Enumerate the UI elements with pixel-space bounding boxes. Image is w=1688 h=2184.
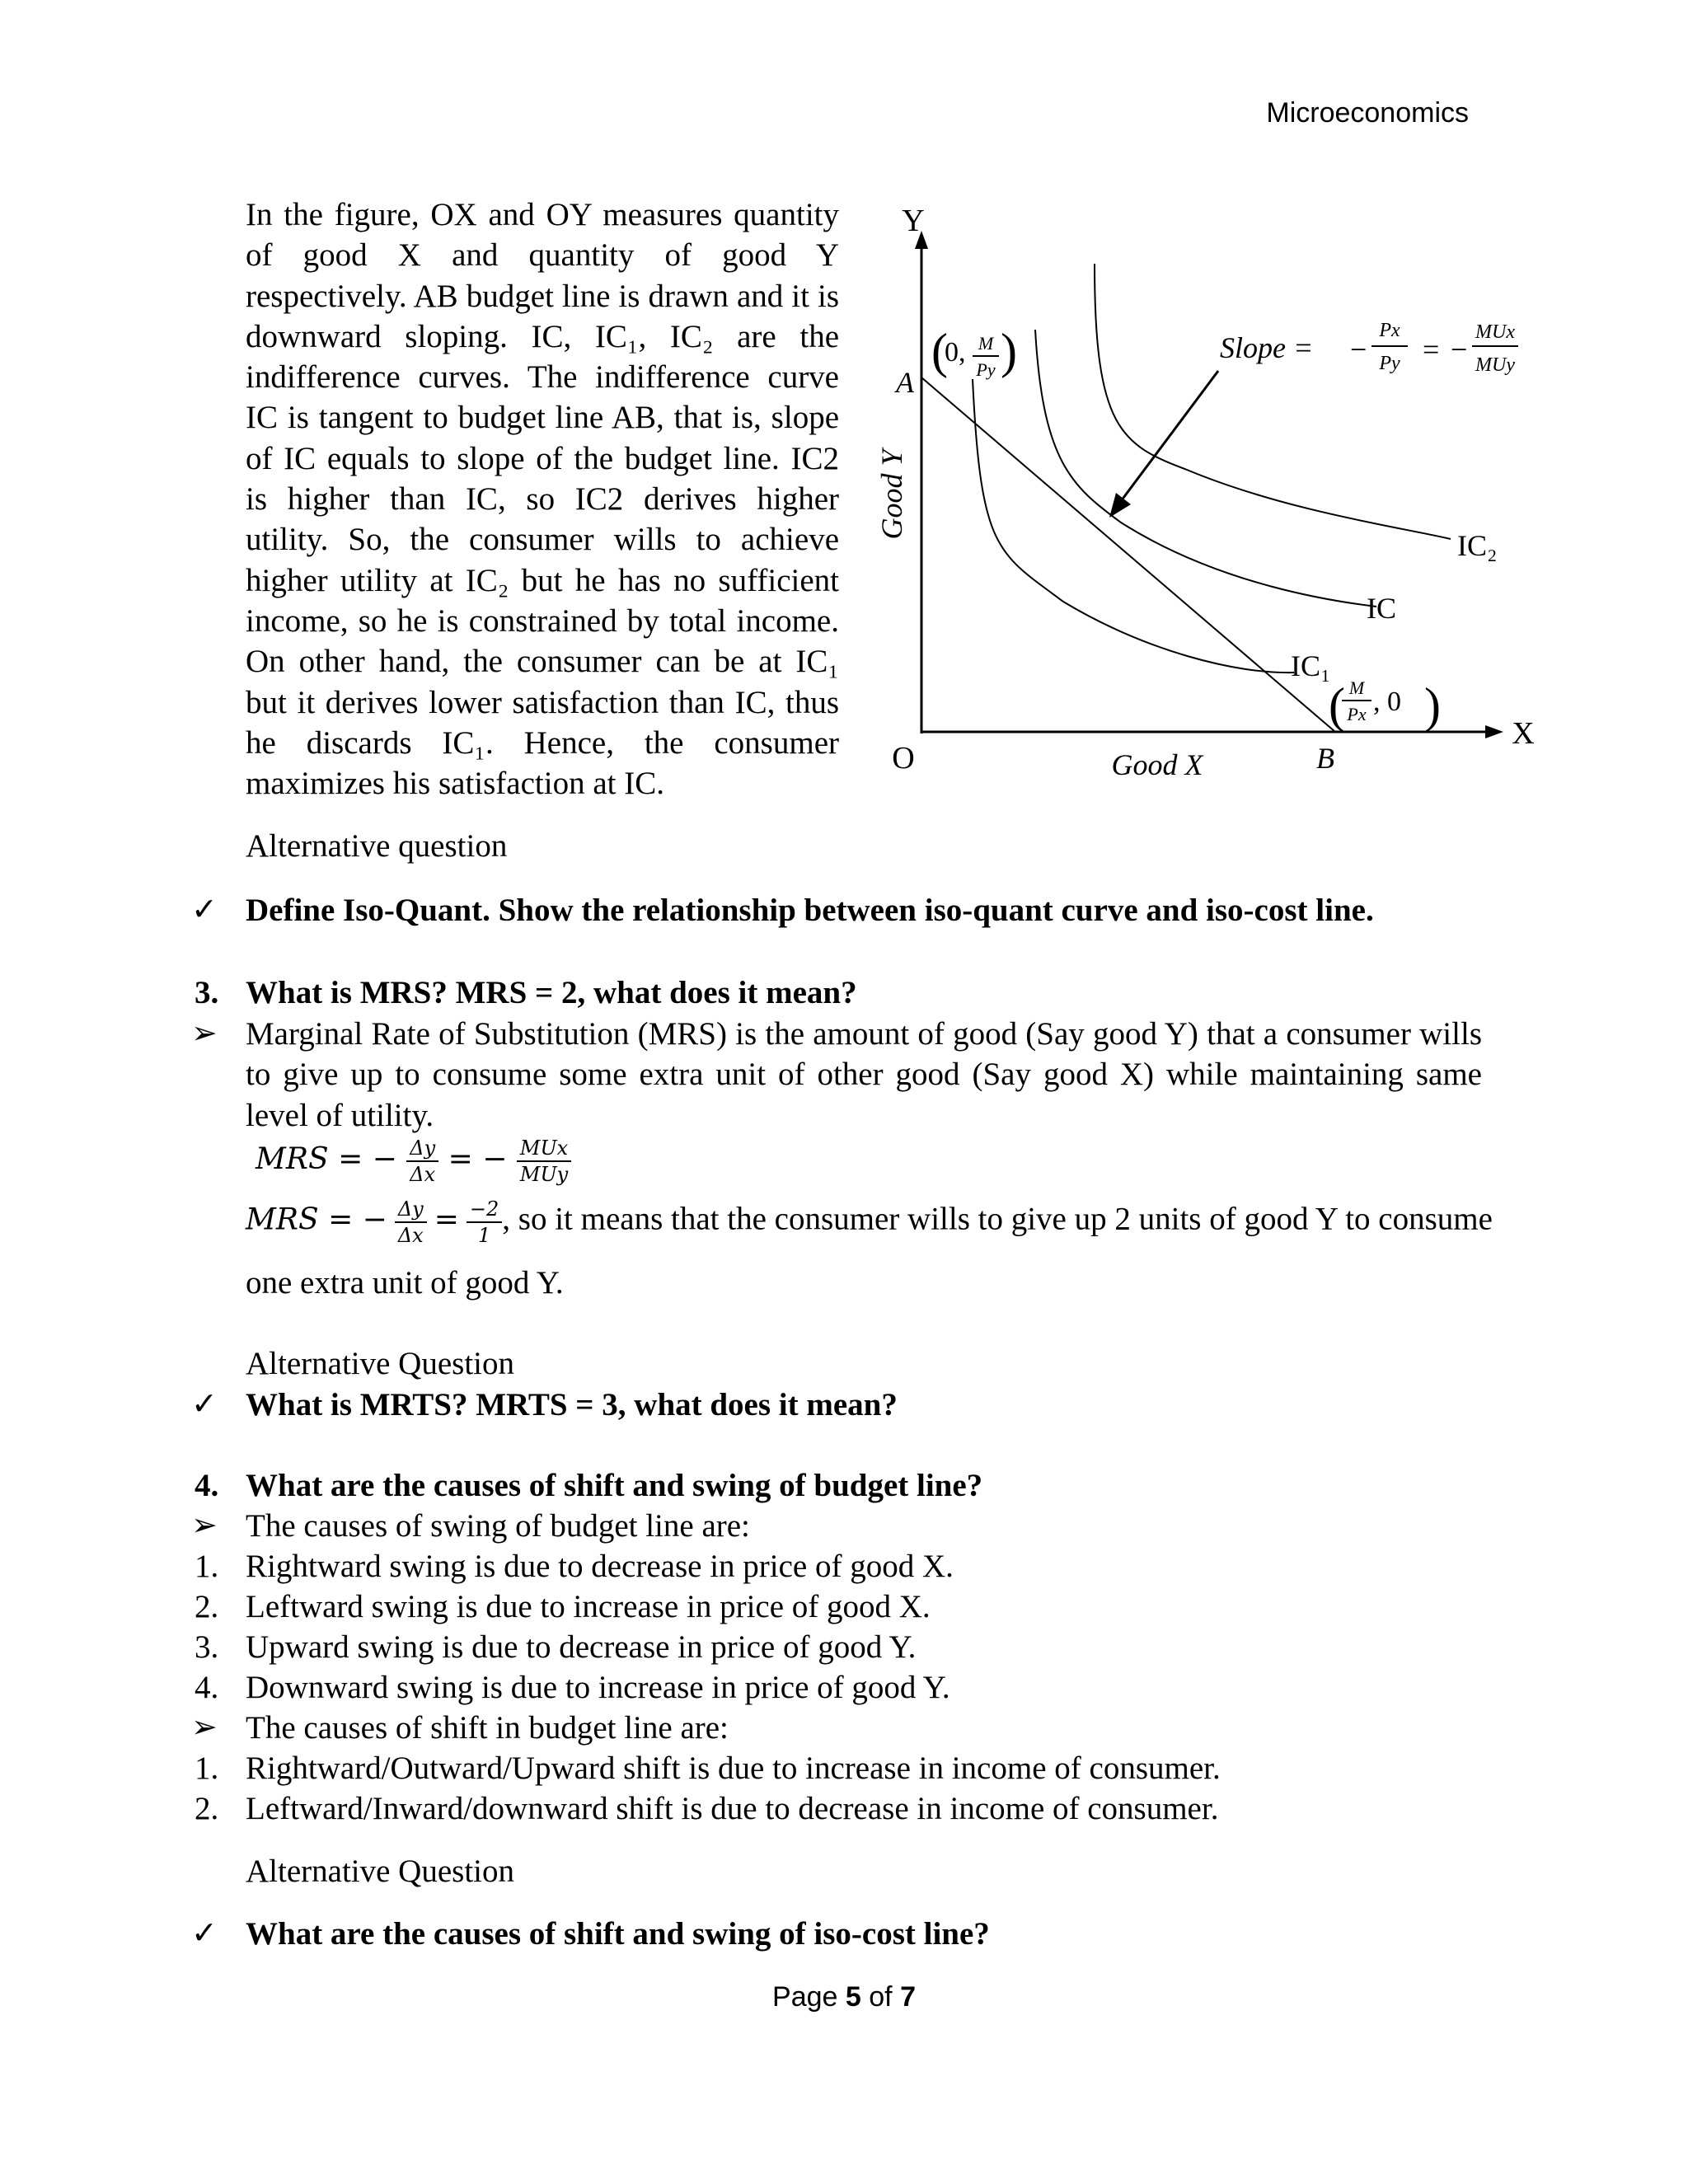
- svg-text:M: M: [978, 333, 994, 354]
- swing-item: Rightward swing is due to decrease in price of good X.: [246, 1549, 954, 1584]
- svg-text:, 0: , 0: [1373, 687, 1401, 717]
- shift-item: Rightward/Outward/Upward shift is due to increase in income of consumer.: [246, 1750, 1221, 1786]
- svg-text:=: =: [1423, 333, 1440, 366]
- shift-item-number: 1.: [195, 1750, 219, 1786]
- swing-item-number: 4.: [195, 1670, 219, 1705]
- arrow-bullet-icon: ➢: [191, 1508, 218, 1543]
- svg-text:−: −: [1451, 333, 1468, 366]
- mrs-formula-2: MRS = − $\frac{\Delta y}{\Delta x}$ = $\frac{-2}{1}$ , so it means that the consumer wills to give up 2 units of good Y to consume: [246, 1197, 1493, 1247]
- question-3-number: 3.: [195, 975, 219, 1010]
- question-4-number: 4.: [195, 1468, 219, 1503]
- svg-text:(: (: [931, 324, 948, 378]
- ic-label: IC: [1367, 592, 1396, 625]
- svg-text:Px: Px: [1379, 320, 1400, 341]
- swing-item-number: 3.: [195, 1629, 219, 1665]
- question-3-heading: What is MRS? MRS = 2, what does it mean?: [246, 975, 857, 1010]
- swing-item-number: 1.: [195, 1549, 219, 1584]
- svg-text:Px: Px: [1347, 704, 1367, 724]
- page-footer: Page 5 of 7: [772, 1981, 916, 2013]
- svg-text:Py: Py: [1379, 353, 1400, 374]
- svg-text:0,: 0,: [945, 337, 966, 368]
- arrow-bullet-icon: ➢: [191, 1016, 218, 1051]
- shift-item: Leftward/Inward/downward shift is due to decrease in income of consumer.: [246, 1791, 1219, 1826]
- tangency-arrow-line: [1121, 371, 1218, 501]
- check-icon: ✓: [191, 1387, 218, 1422]
- ic2-label: IC₂: [1457, 529, 1498, 562]
- alternative-label-3: Alternative Question: [246, 1854, 514, 1889]
- svg-text:(: (: [1329, 678, 1345, 733]
- alternative-question-3: What are the causes of shift and swing of iso-cost line?: [246, 1916, 990, 1952]
- slope-annotation: [1220, 320, 1518, 376]
- y-intercept-label: [931, 324, 1017, 380]
- alternative-label-2: Alternative Question: [246, 1346, 514, 1381]
- question-3-answer-end: one extra unit of good Y.: [246, 1265, 564, 1301]
- svg-text:Slope =: Slope =: [1220, 331, 1314, 364]
- svg-text:): ): [1424, 678, 1441, 733]
- alternative-question-1: Define Iso-Quant. Show the relationship between iso-quant curve and iso-cost line.: [246, 893, 1374, 928]
- check-icon: ✓: [191, 1916, 218, 1951]
- svg-text:MUy: MUy: [1475, 354, 1515, 376]
- point-a-label: A: [896, 366, 914, 399]
- y-axis-label: Y: [902, 206, 925, 238]
- budget-line-ab: [921, 377, 1335, 732]
- shift-intro: The causes of shift in budget line are:: [246, 1710, 729, 1746]
- running-header: Microeconomics: [1266, 97, 1469, 129]
- question-4-heading: What are the causes of shift and swing of budget line?: [246, 1468, 983, 1503]
- svg-text:Py: Py: [976, 359, 996, 380]
- svg-text:MUx: MUx: [1475, 321, 1515, 343]
- ic2-curve: [1095, 264, 1451, 539]
- x-axis-arrowhead: [1485, 725, 1503, 738]
- question-3-answer: Marginal Rate of Substitution (MRS) is the amount of good (Say good Y) that a consumer wills to give up to consume some extra unit of other good (Say good X) while maintaining same level of utility.: [246, 1016, 1482, 1133]
- swing-item: Downward swing is due to increase in price of good Y.: [246, 1670, 950, 1705]
- ic1-label: IC₁: [1291, 649, 1331, 682]
- tangency-arrowhead: [1109, 493, 1131, 518]
- swing-item: Leftward swing is due to increase in price of good X.: [246, 1589, 931, 1624]
- arrow-bullet-icon: ➢: [191, 1710, 218, 1745]
- shift-item-number: 2.: [195, 1791, 219, 1826]
- swing-item-number: 2.: [195, 1589, 219, 1624]
- good-x-label: Good X: [1111, 748, 1203, 781]
- origin-label: O: [892, 741, 915, 776]
- mrs-formula-1: MRS = − $\frac{\Delta y}{\Delta x}$ = − $\frac{\text{MUx}}{\text{MUy}}$: [256, 1136, 571, 1187]
- current-page: 5: [845, 1981, 861, 2013]
- ic1-curve: [973, 379, 1294, 673]
- ic-curve: [1035, 330, 1376, 607]
- svg-text:−: −: [1350, 333, 1367, 366]
- alternative-question-2: What is MRTS? MRTS = 3, what does it mean?: [246, 1387, 898, 1422]
- point-b-label: B: [1316, 742, 1334, 775]
- x-axis-label: X: [1512, 716, 1535, 751]
- good-y-label: Good Y: [875, 449, 908, 540]
- alternative-label-1: Alternative question: [246, 828, 508, 864]
- swing-intro: The causes of swing of budget line are:: [246, 1508, 750, 1544]
- explanation-paragraph: In the figure, OX and OY measures quantity of good X and quantity of good Y respectively. AB budget line is drawn and it is downward sloping. IC, IC₁, IC₂ are the indifference curves. The indifference curve IC is tangent to budget line AB, that is, slope of IC equals to slope of the budget line. IC2 is higher than IC, so IC2 derives higher utility. So, the consumer wills to achieve higher utility at IC₂ but he has no sufficient income, so he is constrained by total income. On other hand, the consumer can be at IC₁ but it derives lower satisfaction than IC, thus he discards IC₁. Hence, the consumer maximizes his satisfaction at IC.: [246, 197, 839, 802]
- swing-item: Upward swing is due to decrease in price of good Y.: [246, 1629, 917, 1665]
- x-intercept-label: [1329, 677, 1441, 733]
- indifference-curve-figure: [874, 206, 1550, 816]
- total-pages: 7: [900, 1981, 916, 2013]
- svg-text:): ): [1001, 324, 1017, 378]
- svg-text:M: M: [1348, 677, 1365, 698]
- check-icon: ✓: [191, 893, 218, 927]
